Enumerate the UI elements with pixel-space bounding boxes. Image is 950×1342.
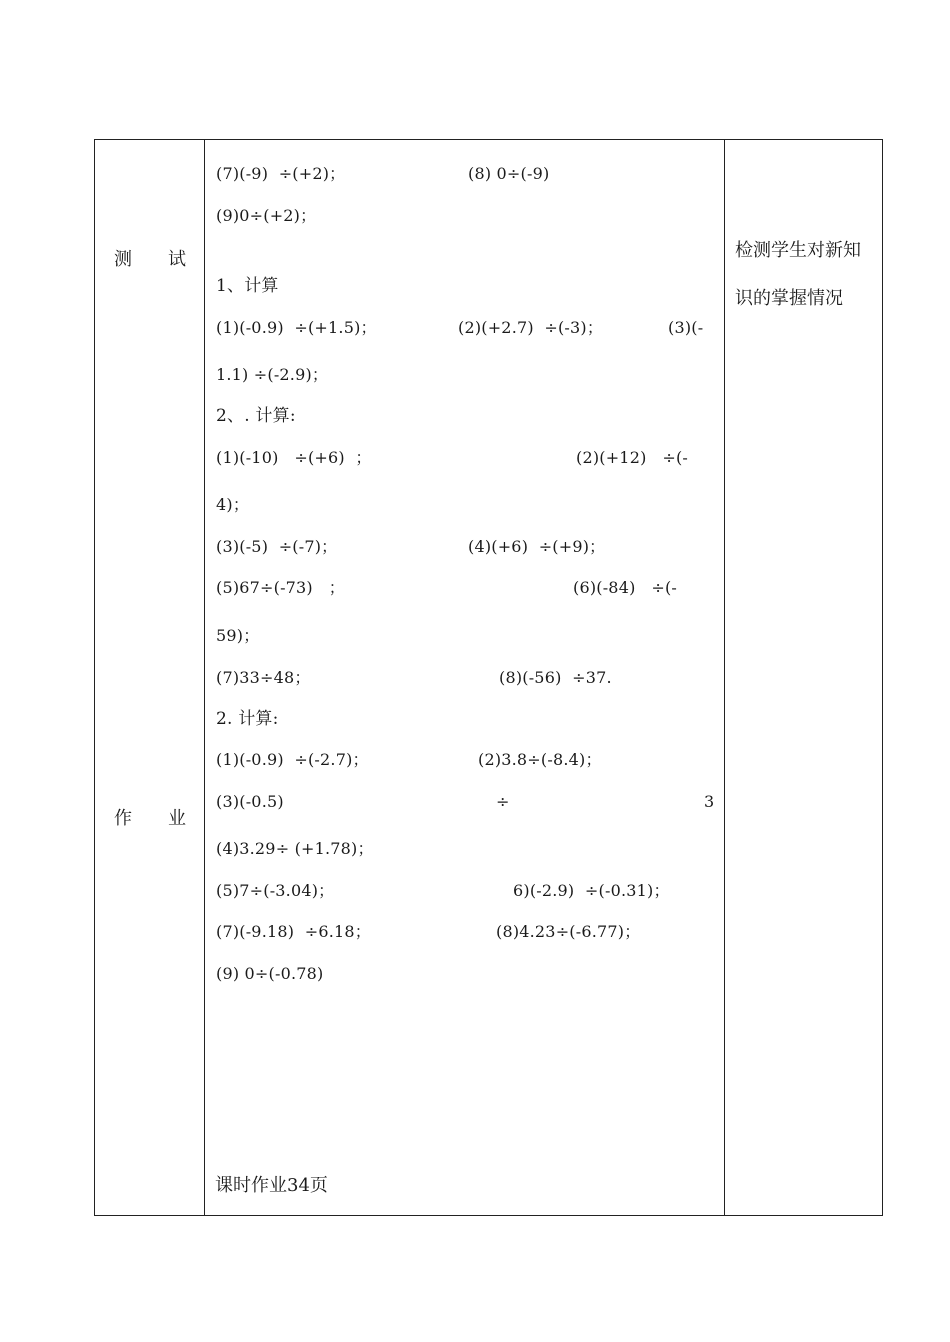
exercise-8: (8) 0÷(-9) [468,164,550,183]
calc3-item-1: (1)(-0.9) ÷(-2.7)； [216,750,369,769]
calc2-item-2-start: (2)(+12) ÷(- [576,448,689,467]
homework-label-char-2: 业 [168,808,186,829]
homework-section-label [114,808,186,830]
calc3-item-3-dividend: (3)(-0.5) [216,792,284,811]
exercise-7: (7)(-9) ÷(+2)； [216,164,346,183]
calc2-item-5: (5)67÷(-73) ； [216,578,345,597]
calc2-item-3: (3)(-5) ÷(-7)； [216,537,338,556]
calc1-item-3-start: (3)(- [668,318,704,337]
calc3-item-7: (7)(-9.18) ÷6.18； [216,922,371,941]
calc1-item-3-end: 1.1) ÷(-2.9)； [216,365,329,384]
homework-assignment: 课时作业34页 [215,1175,328,1196]
calc2-item-7: (7)33÷48； [216,668,311,687]
calc3-item-9: (9) 0÷(-0.78) [216,964,324,983]
section-heading-1: 1、计算 [216,276,279,296]
calc3-item-3-operator: ÷ [496,792,510,811]
calc3-item-5: (5)7÷(-3.04)； [216,881,335,900]
calc1-item-1: (1)(-0.9) ÷(+1.5)； [216,318,377,337]
calc3-item-8: (8)4.23÷(-6.77)； [496,922,641,941]
calc3-item-6: 6)(-2.9) ÷(-0.31)； [513,881,670,900]
note-line-2: 识的掌握情况 [735,288,843,309]
calc2-item-1: (1)(-10) ÷(+6) ； [216,448,372,467]
calc3-item-2: (2)3.8÷(-8.4)； [478,750,602,769]
calc2-item-6-start: (6)(-84) ÷(- [573,578,678,597]
column-divider-left [204,139,205,1216]
exercise-9: (9)0÷(+2)； [216,206,317,225]
section-heading-3: 2. 计算: [216,709,279,729]
calc2-item-2-end: 4)； [216,495,250,514]
section-heading-2: 2、. 计算: [216,406,296,426]
column-divider-right [724,139,725,1216]
homework-label-char-1: 作 [114,808,132,829]
calc1-item-2: (2)(+2.7) ÷(-3)； [458,318,604,337]
note-line-1: 检测学生对新知 [735,240,861,261]
test-section-label [114,249,186,271]
calc2-item-8: (8)(-56) ÷37. [499,668,612,687]
test-label-char-1: 测 [114,249,132,270]
calc3-item-4: (4)3.29÷ (+1.78)； [216,839,374,858]
test-label-char-2: 试 [168,249,186,270]
calc3-item-3-divisor: 3 [704,792,715,811]
calc2-item-6-end: 59)； [216,626,260,645]
calc2-item-4: (4)(+6) ÷(+9)； [468,537,606,556]
